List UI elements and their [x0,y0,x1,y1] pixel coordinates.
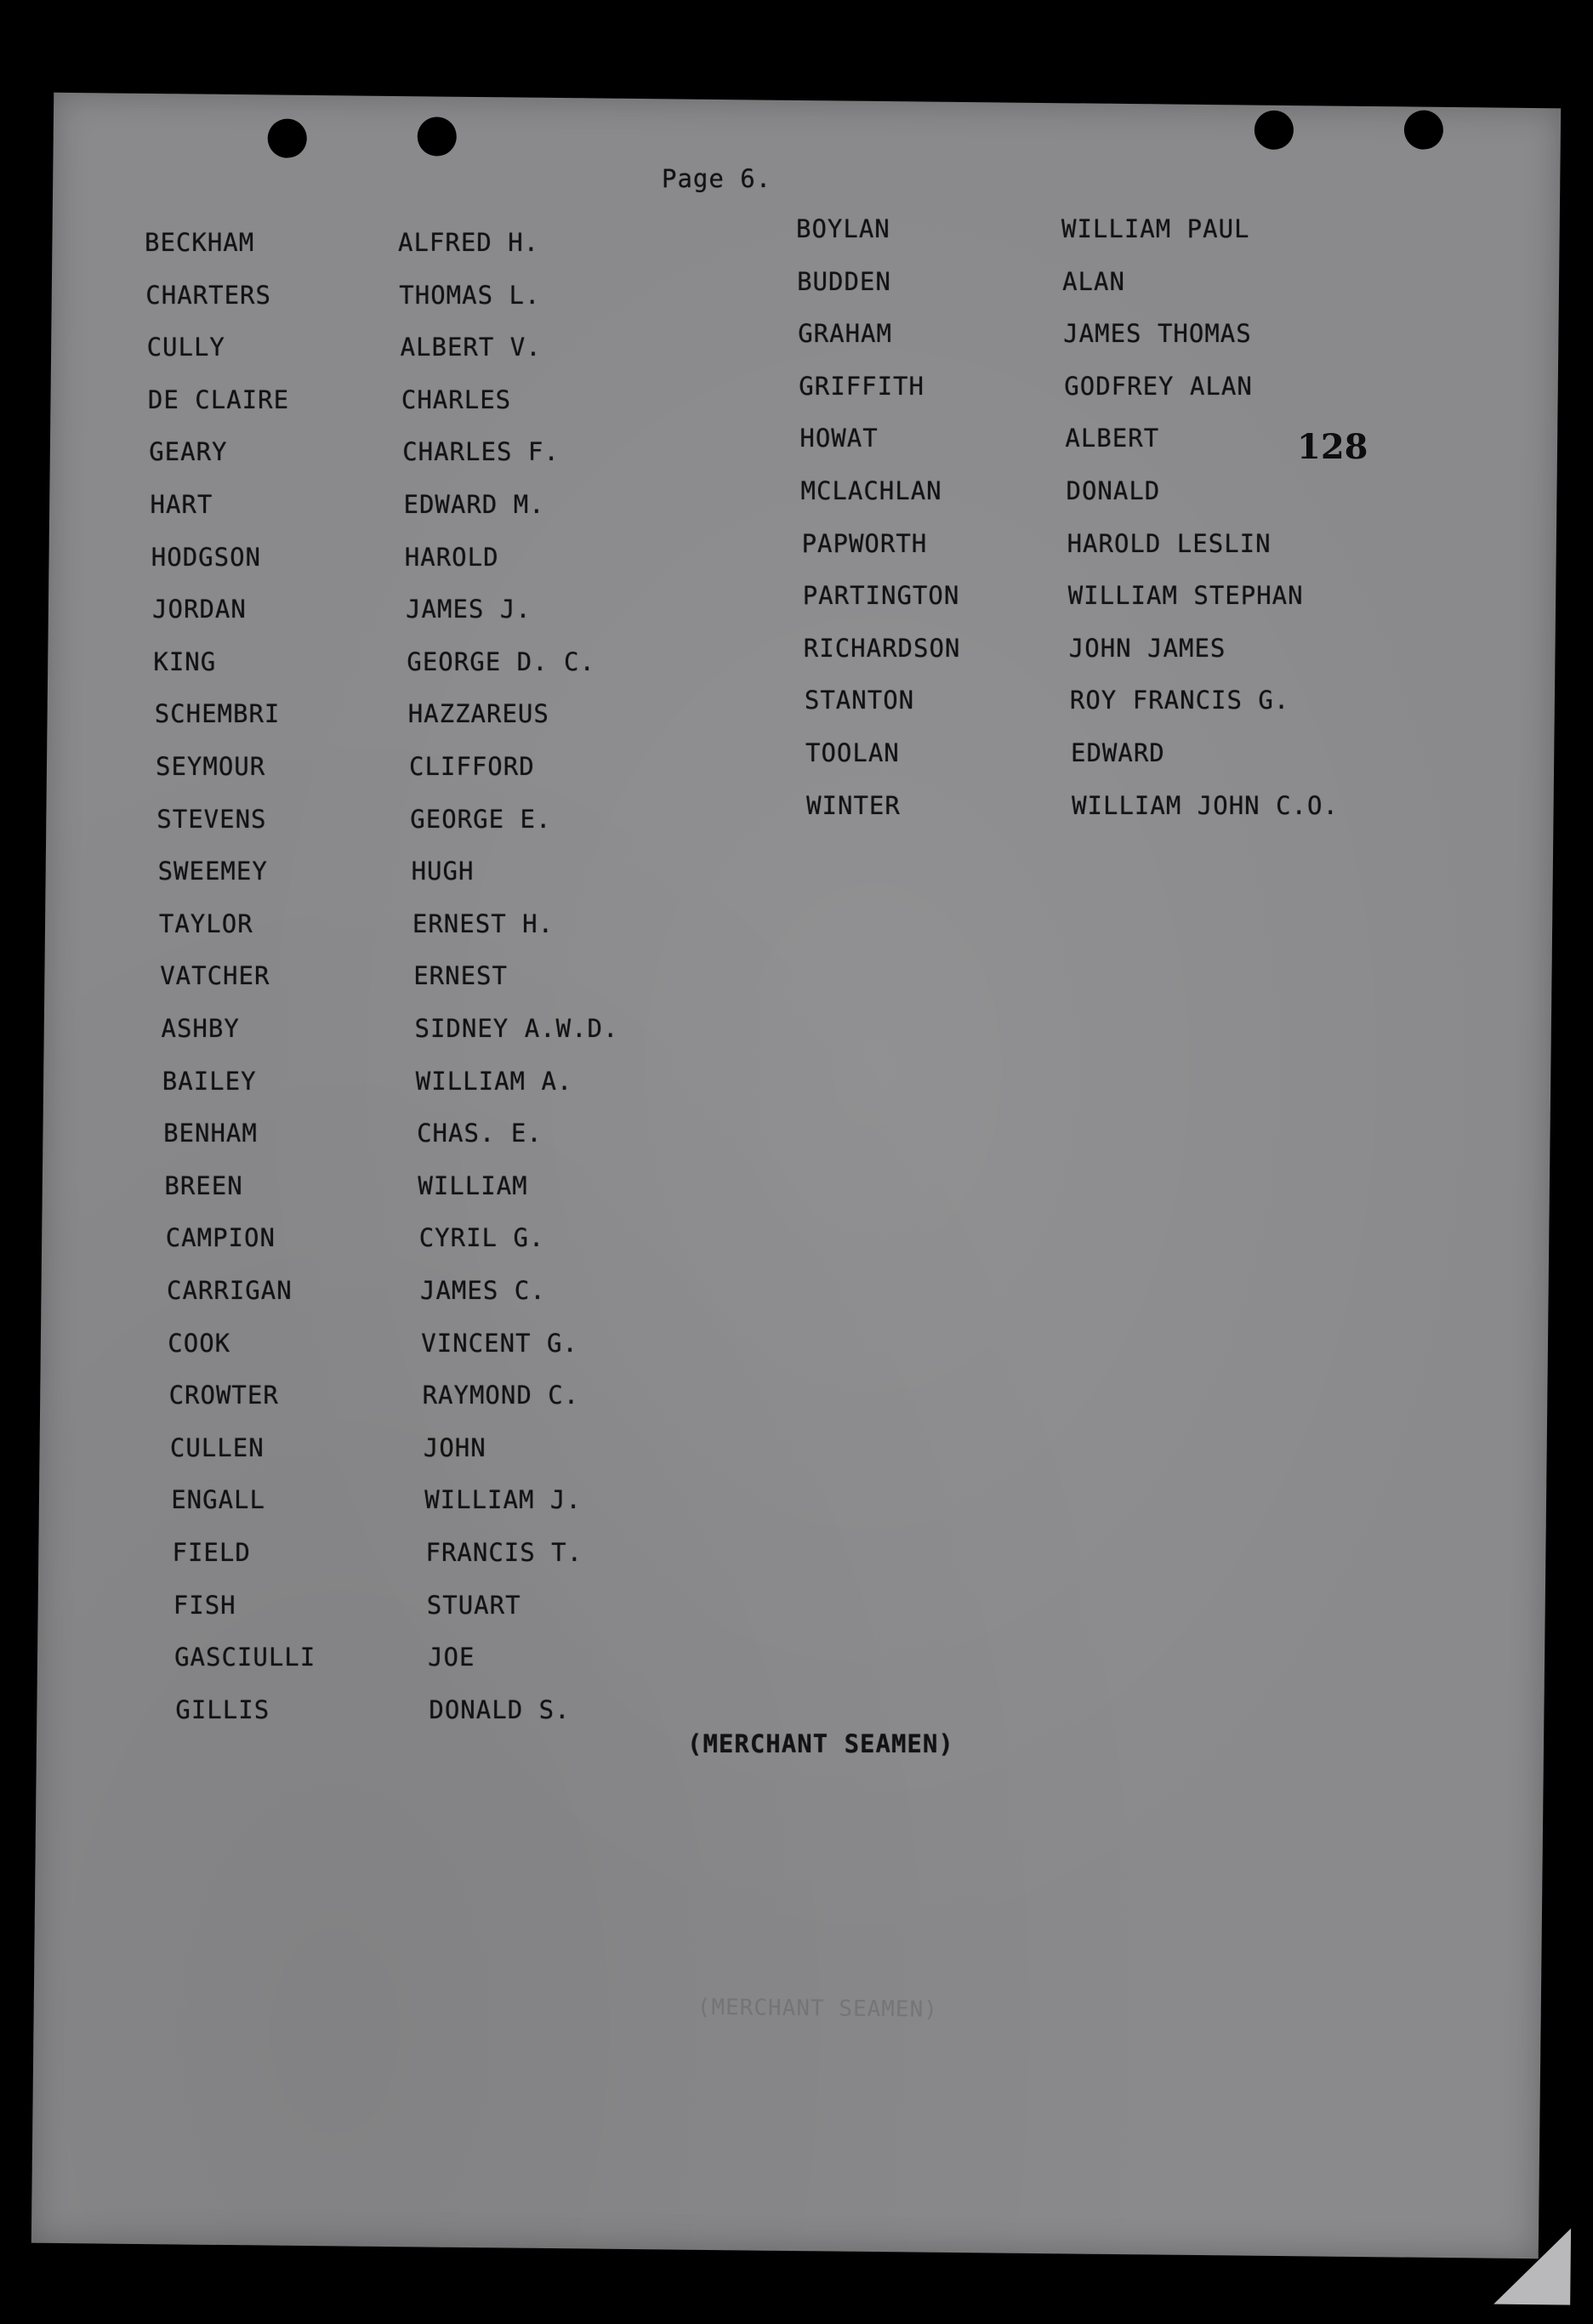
surname: CHARTERS [145,280,271,310]
given-names: ROY FRANCIS G. [1069,686,1290,715]
surname: HART [150,490,213,519]
given-names: WILLIAM JOHN C.O. [1072,790,1339,820]
surname: JORDAN [152,595,247,624]
surname: HODGSON [151,542,262,572]
surname: CAMPION [165,1223,276,1253]
given-names: HAZZAREUS [407,699,549,729]
surname: FISH [173,1590,236,1620]
given-names: DONALD S. [429,1695,571,1724]
surname: TAYLOR [158,909,253,938]
surname: KING [153,647,217,676]
surname: SCHEMBRI [154,699,281,729]
given-names: JAMES C. [420,1276,546,1305]
punch-hole [1404,110,1443,149]
given-names: ALAN [1062,266,1125,296]
given-names: HAROLD [404,542,499,572]
given-names: ALFRED H. [398,228,540,257]
given-names: EDWARD M. [403,490,545,519]
given-names: RAYMOND C. [422,1381,580,1410]
given-names: ERNEST H. [412,909,555,938]
given-names: JAMES THOMAS [1063,319,1252,349]
surname: DE CLAIRE [147,384,290,414]
given-names: CHARLES F. [402,437,560,467]
page-number: Page 6. [662,164,772,193]
given-names: JOHN [423,1433,486,1462]
surname: CARRIGAN [167,1276,293,1305]
given-names: JOHN JAMES [1068,633,1226,663]
surname: BOYLAN [796,214,890,243]
given-names: WILLIAM A. [415,1066,573,1096]
surname: BUDDEN [797,266,891,296]
surname: CULLEN [169,1433,265,1462]
surname: MCLACHLAN [800,476,942,505]
given-names: WILLIAM PAUL [1061,214,1250,243]
surname: ASHBY [161,1014,240,1043]
punch-hole [1254,111,1294,150]
folded-corner [1493,2228,1571,2305]
surname: COOK [168,1328,231,1358]
given-names: WILLIAM STEPHAN [1067,581,1304,611]
surname: WINTER [806,790,901,820]
surname: HOWAT [799,424,879,453]
given-names: GEORGE E. [410,804,552,834]
given-names: EDWARD [1071,738,1165,767]
surname: CROWTER [168,1381,279,1410]
surname: BENHAM [163,1119,258,1148]
surname: CULLY [146,333,225,362]
given-names: VINCENT G. [421,1328,578,1358]
surname: GASCIULLI [174,1643,316,1672]
surname: BAILEY [162,1066,257,1096]
surname: SEYMOUR [156,752,266,781]
given-names: CYRIL G. [418,1223,545,1253]
given-names: CHARLES [401,384,512,414]
surname: GRIFFITH [799,371,925,401]
given-names: CLIFFORD [409,752,535,781]
given-names: THOMAS L. [399,280,541,310]
surname: SWEEMEY [157,857,268,886]
surname: STEVENS [156,804,267,834]
given-names: GODFREY ALAN [1064,371,1253,401]
surname: RICHARDSON [803,633,961,663]
surname: BREEN [164,1171,243,1200]
surname: VATCHER [160,961,270,991]
given-names: JOE [428,1643,475,1672]
surname: GILLIS [175,1695,270,1724]
given-names: WILLIAM [418,1171,528,1200]
punch-hole [418,117,457,156]
stamp-number: 128 [1297,427,1368,467]
given-names: JAMES J. [406,595,532,624]
surname: FIELD [172,1538,251,1567]
given-names: FRANCIS T. [425,1538,583,1567]
surname: STANTON [804,686,915,715]
surname: PARTINGTON [802,581,960,611]
paper-sheet [31,93,1561,2258]
given-names: ALBERT V. [400,333,542,362]
surname: PAPWORTH [801,528,928,558]
footer-note: (MERCHANT SEAMEN) [687,1729,954,1758]
given-names: GEORGE D. C. [407,647,595,676]
given-names: STUART [426,1590,521,1620]
given-names: ERNEST [413,961,508,991]
surname: GRAHAM [798,319,892,349]
surname: BECKHAM [145,228,255,257]
punch-hole [267,118,306,157]
given-names: HAROLD LESLIN [1067,528,1272,558]
surname: GEARY [149,437,228,467]
given-names: ALBERT [1065,424,1160,453]
given-names: SIDNEY A.W.D. [414,1014,619,1043]
bleed-through-text: (MERCHANT SEAMEN) [697,1994,939,2023]
given-names: WILLIAM J. [424,1485,582,1515]
given-names: CHAS. E. [417,1119,543,1148]
surname: TOOLAN [805,738,900,767]
given-names: DONALD [1066,476,1161,505]
given-names: HUGH [411,857,475,886]
surname: ENGALL [171,1485,265,1515]
